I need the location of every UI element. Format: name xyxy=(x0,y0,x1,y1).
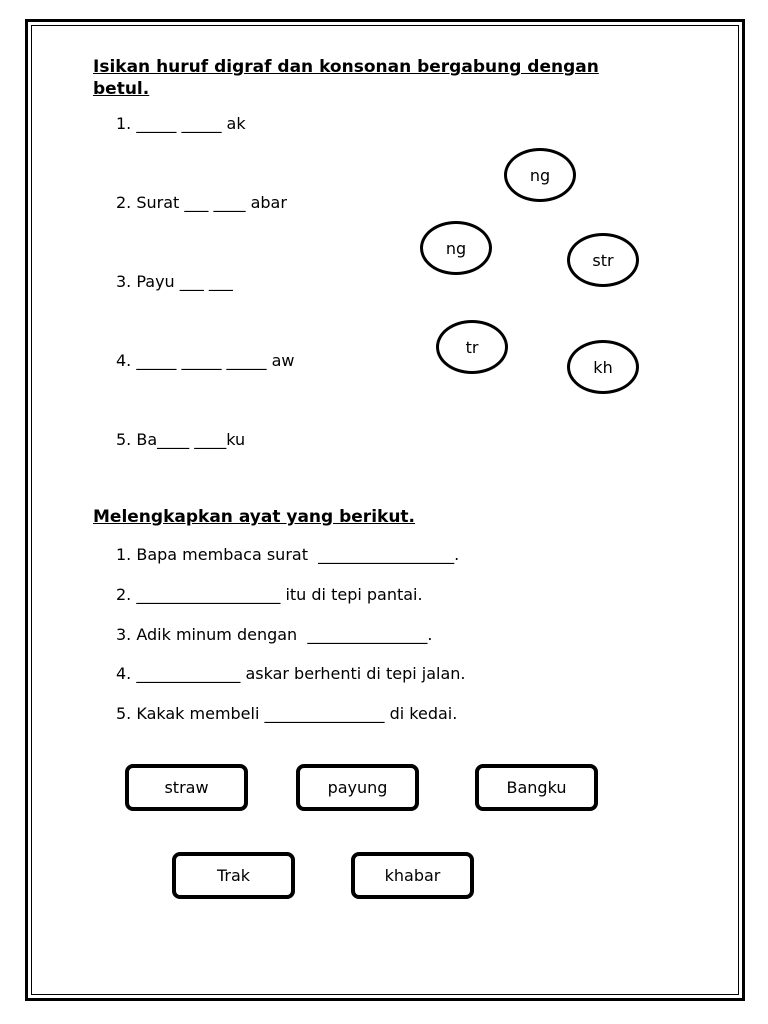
word-box-payung: payung xyxy=(296,764,419,811)
section1-item-2: 2. Surat ___ ____ abar xyxy=(116,193,287,212)
section1-item-3: 3. Payu ___ ___ xyxy=(116,272,233,291)
section2-item-4: 4. _____________ askar berhenti di tepi jalan. xyxy=(116,664,466,683)
choice-oval-kh: kh xyxy=(567,340,639,394)
word-box-bangku: Bangku xyxy=(475,764,598,811)
section2-item-3: 3. Adik minum dengan _______________. xyxy=(116,625,433,644)
choice-oval-ng-1: ng xyxy=(504,148,576,202)
section1-item-5: 5. Ba____ ____ku xyxy=(116,430,246,449)
section1-item-4: 4. _____ _____ _____ aw xyxy=(116,351,295,370)
section1-title-line2: betul. xyxy=(93,79,150,99)
section1-title xyxy=(93,56,599,100)
section2-item-5: 5. Kakak membeli _______________ di kedai. xyxy=(116,704,458,723)
word-box-trak: Trak xyxy=(172,852,295,899)
word-box-khabar: khabar xyxy=(351,852,474,899)
section2-title: Melengkapkan ayat yang berikut. xyxy=(93,507,416,527)
choice-oval-tr: tr xyxy=(436,320,508,374)
choice-oval-ng-2: ng xyxy=(420,221,492,275)
section1-item-1: 1. _____ _____ ak xyxy=(116,114,246,133)
section2-item-1: 1. Bapa membaca surat _________________. xyxy=(116,545,460,564)
word-box-straw: straw xyxy=(125,764,248,811)
section1-title-line1: Isikan huruf digraf dan konsonan bergabung dengan xyxy=(93,57,599,77)
choice-oval-str: str xyxy=(567,233,639,287)
section2-item-2: 2. __________________ itu di tepi pantai. xyxy=(116,585,423,604)
